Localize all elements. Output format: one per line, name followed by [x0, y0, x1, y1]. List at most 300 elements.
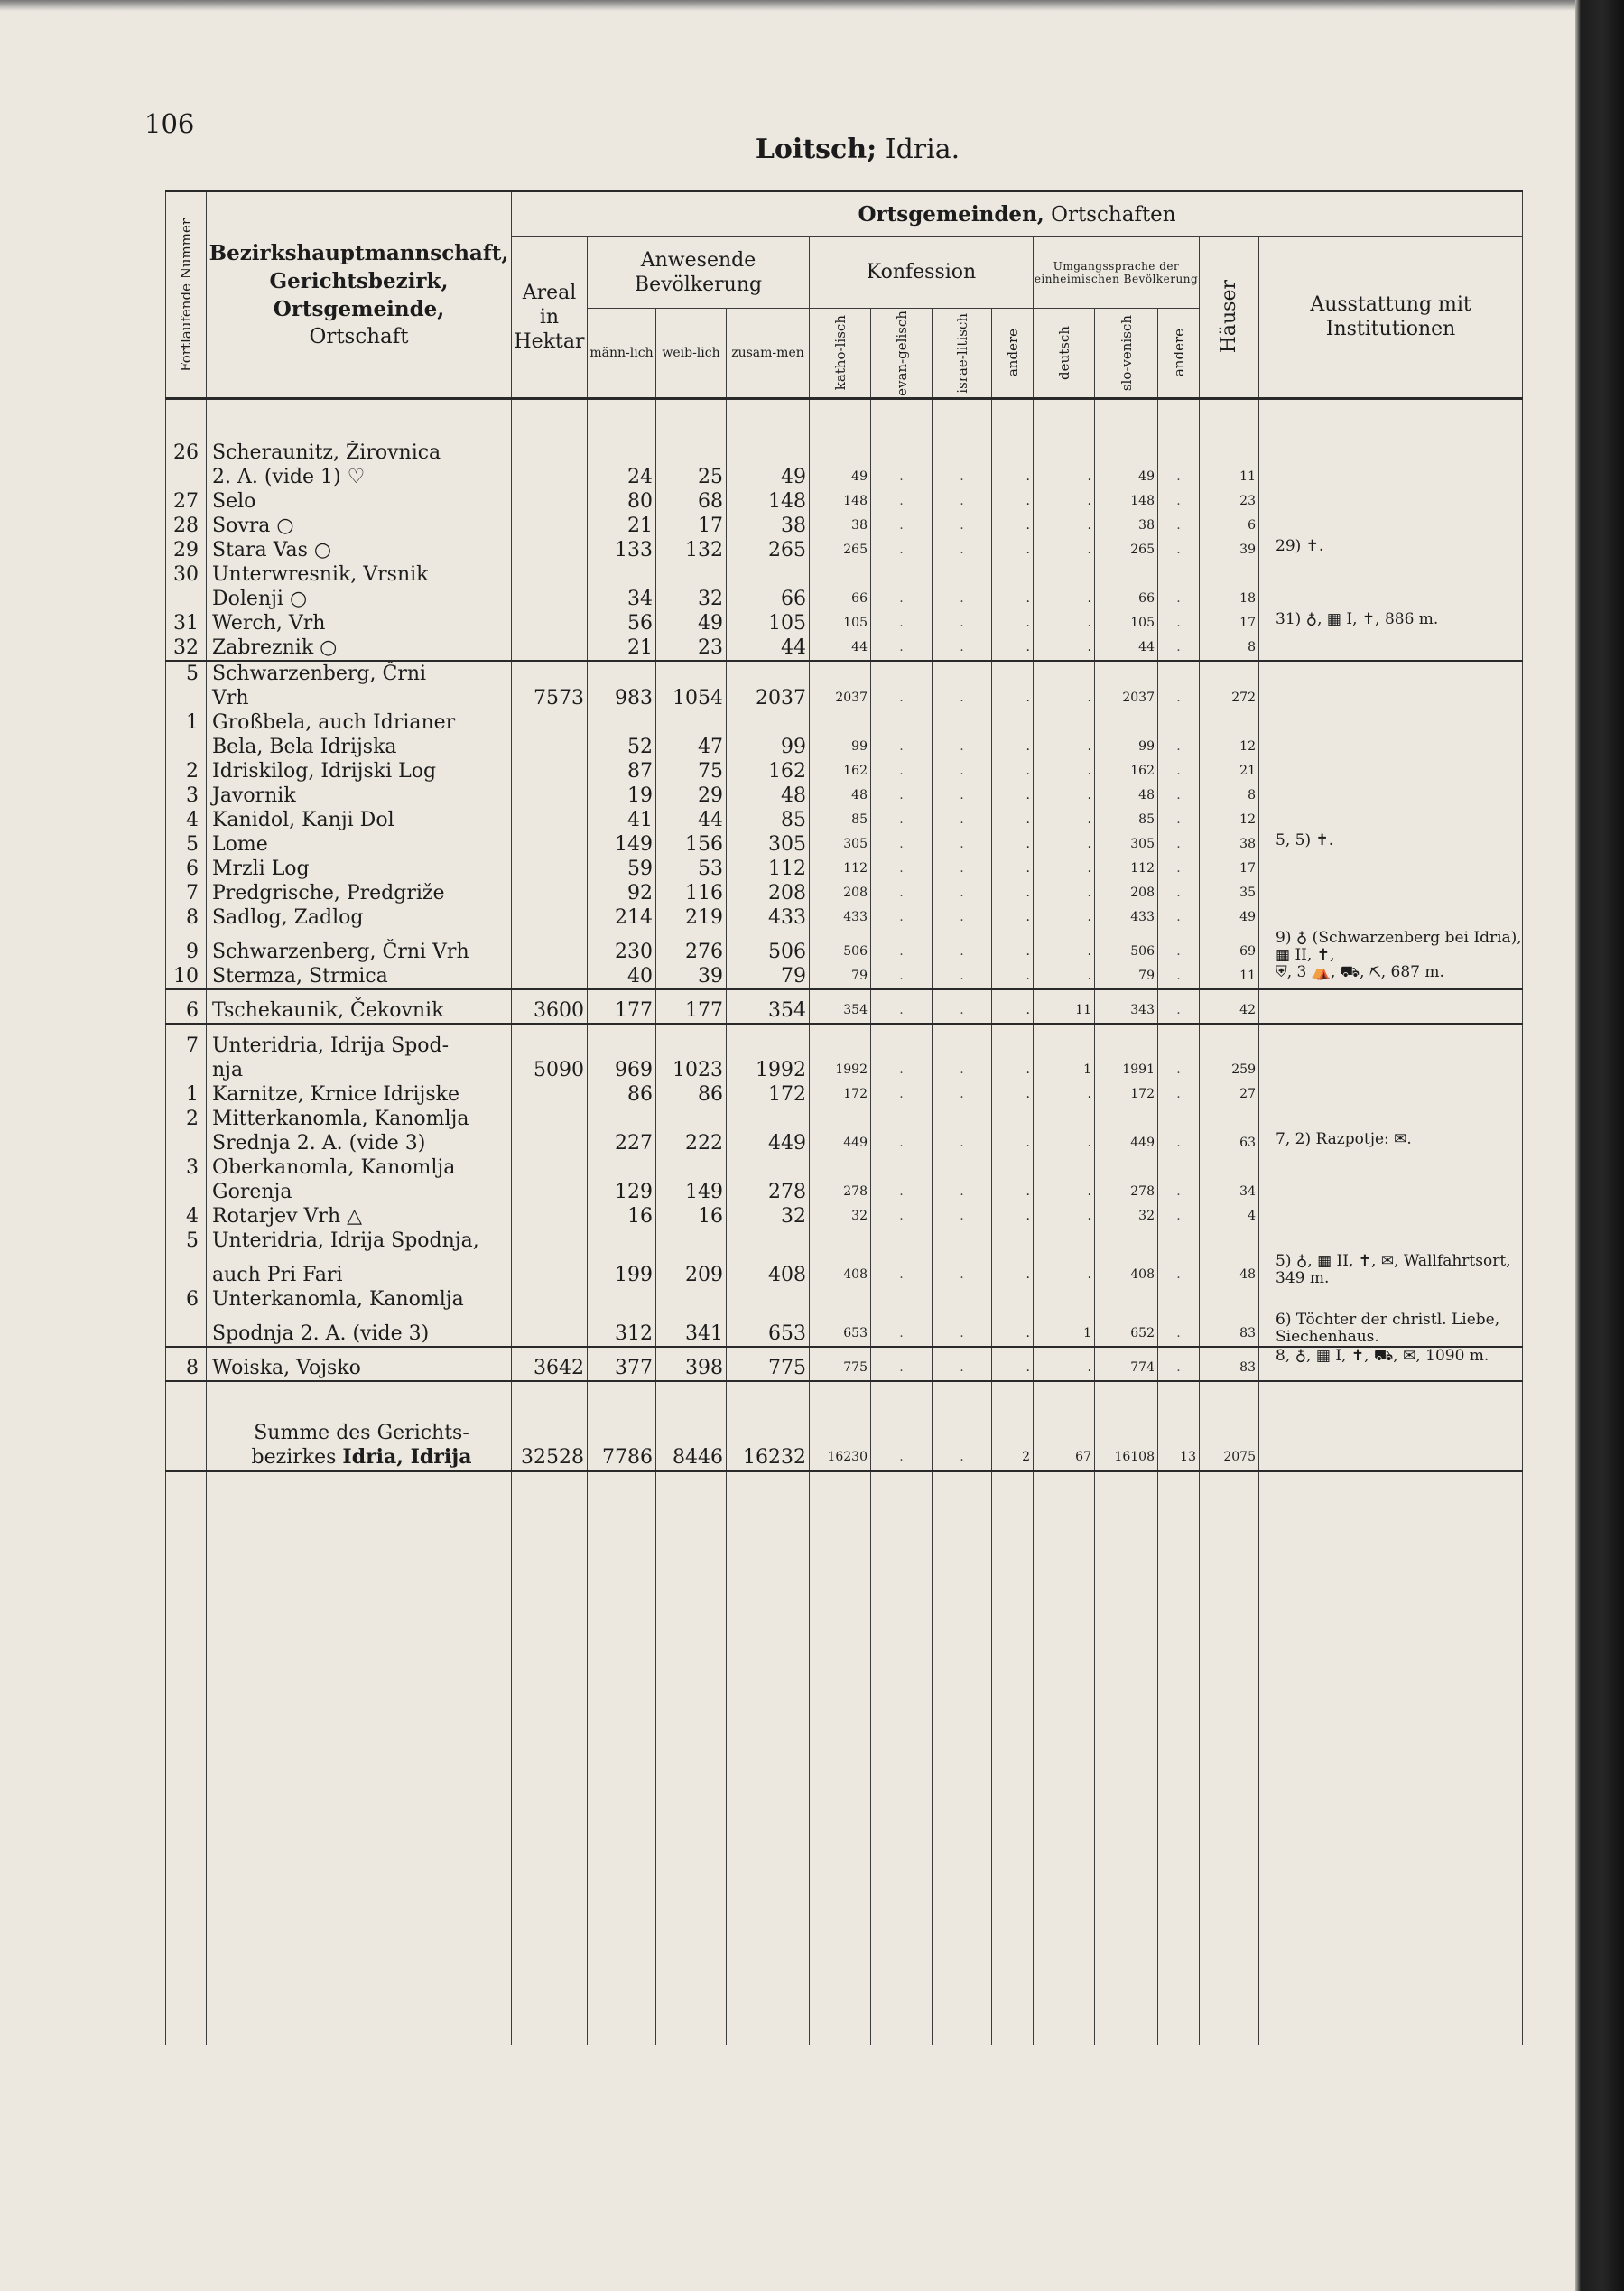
evangelisch-cell [871, 1107, 933, 1131]
haeuser-cell: 17 [1200, 857, 1259, 881]
slovenisch-cell [1095, 1229, 1158, 1253]
weiblich-cell: 219 [656, 905, 727, 930]
zusammen-cell: 265 [727, 538, 810, 562]
table-row [166, 441, 1523, 465]
slovenisch-cell: 265 [1095, 538, 1158, 562]
table-row [166, 1204, 1523, 1229]
spacer-cell [1158, 399, 1200, 441]
table-row [166, 1131, 1523, 1155]
weiblich-cell [656, 1287, 727, 1312]
evangelisch-cell: . [871, 1058, 933, 1082]
place-name: Woiska, Vojsko [207, 1347, 512, 1381]
running-head-rest: Idria. [877, 134, 960, 165]
tail-cell [810, 1471, 871, 2045]
slovenisch-cell: 38 [1095, 514, 1158, 538]
maennlich-cell: 230 [588, 930, 656, 964]
andere-sprache-cell [1158, 1107, 1200, 1131]
zusammen-cell: 433 [727, 905, 810, 930]
zusammen-cell: 1992 [727, 1058, 810, 1082]
place-name: Karnitze, Krnice Idrijske [207, 1082, 512, 1107]
andere-konfession-cell: . [992, 1180, 1034, 1204]
table-row [166, 587, 1523, 611]
table-row [166, 759, 1523, 784]
summary-haeuser: 2075 [1200, 1408, 1259, 1471]
ausstattung-cell: 5, 5) ✝. [1259, 832, 1523, 857]
andere-sprache-cell: . [1158, 587, 1200, 611]
zusammen-cell: 278 [727, 1180, 810, 1204]
israelitisch-cell: . [933, 905, 992, 930]
evangelisch-cell: . [871, 881, 933, 905]
slovenisch-cell: 172 [1095, 1082, 1158, 1107]
tail-cell [166, 1471, 207, 2045]
maennlich-cell [588, 562, 656, 587]
katholisch-cell: 653 [810, 1312, 871, 1347]
ausstattung-cell [1259, 905, 1523, 930]
header-evangelisch: evan-gelisch [871, 309, 933, 399]
table-row [166, 489, 1523, 514]
haeuser-cell: 12 [1200, 808, 1259, 832]
haeuser-cell: 21 [1200, 759, 1259, 784]
spacer-cell [1158, 1381, 1200, 1408]
slovenisch-cell: 774 [1095, 1347, 1158, 1381]
deutsch-cell: . [1034, 489, 1095, 514]
weiblich-cell: 53 [656, 857, 727, 881]
ausstattung-cell [1259, 1058, 1523, 1082]
slovenisch-cell [1095, 1287, 1158, 1312]
katholisch-cell: 2037 [810, 686, 871, 710]
andere-sprache-cell: . [1158, 930, 1200, 964]
table-row [166, 465, 1523, 489]
maennlich-cell: 177 [588, 989, 656, 1024]
evangelisch-cell: . [871, 686, 933, 710]
row-number: 1 [166, 1082, 207, 1107]
andere-konfession-cell [992, 1155, 1034, 1180]
weiblich-cell: 68 [656, 489, 727, 514]
table-row [166, 905, 1523, 930]
slovenisch-cell: 66 [1095, 587, 1158, 611]
andere-konfession-cell [992, 661, 1034, 686]
haeuser-cell [1200, 562, 1259, 587]
tail-cell [727, 1471, 810, 2045]
andere-konfession-cell: . [992, 611, 1034, 635]
zusammen-cell [727, 1107, 810, 1131]
katholisch-cell: 208 [810, 881, 871, 905]
weiblich-cell: 49 [656, 611, 727, 635]
header-deutsch: deutsch [1034, 309, 1095, 399]
areal-cell [512, 587, 588, 611]
maennlich-cell [588, 1229, 656, 1253]
ausstattung-cell [1259, 1107, 1523, 1131]
place-name: Stermza, Strmica [207, 964, 512, 989]
ausstattung-cell [1259, 1287, 1523, 1312]
areal-cell [512, 1253, 588, 1287]
deutsch-cell [1034, 1155, 1095, 1180]
deutsch-cell: . [1034, 832, 1095, 857]
tail-row [166, 1471, 1523, 2045]
table-row [166, 832, 1523, 857]
katholisch-cell: 148 [810, 489, 871, 514]
row-number: 26 [166, 441, 207, 465]
table-row [166, 538, 1523, 562]
weiblich-cell: 1023 [656, 1058, 727, 1082]
andere-konfession-cell: . [992, 832, 1034, 857]
weiblich-cell: 23 [656, 635, 727, 661]
areal-cell: 7573 [512, 686, 588, 710]
table-row [166, 1082, 1523, 1107]
israelitisch-cell: . [933, 489, 992, 514]
deutsch-cell: . [1034, 881, 1095, 905]
israelitisch-cell [933, 1287, 992, 1312]
ausstattung-cell: 9) ♁ (Schwarzenberg bei Idria), ▦ II, ✝, [1259, 930, 1523, 964]
andere-konfession-cell: . [992, 514, 1034, 538]
slovenisch-cell [1095, 562, 1158, 587]
israelitisch-cell: . [933, 538, 992, 562]
page-number: 106 [144, 108, 195, 139]
zusammen-cell: 354 [727, 989, 810, 1024]
andere-sprache-cell: . [1158, 1180, 1200, 1204]
andere-sprache-cell: . [1158, 832, 1200, 857]
deutsch-cell [1034, 1287, 1095, 1312]
spacer-cell [933, 399, 992, 441]
areal-cell [512, 857, 588, 881]
table-row [166, 1312, 1523, 1347]
running-head [632, 134, 1083, 165]
areal-cell [512, 881, 588, 905]
slovenisch-cell: 112 [1095, 857, 1158, 881]
weiblich-cell [656, 562, 727, 587]
table-row [166, 784, 1523, 808]
deutsch-cell: . [1034, 1253, 1095, 1287]
table-row [166, 964, 1523, 989]
deutsch-cell: . [1034, 857, 1095, 881]
tail-cell [656, 1471, 727, 2045]
haeuser-cell: 83 [1200, 1312, 1259, 1347]
row-number: 3 [166, 1155, 207, 1180]
spacer-cell [656, 399, 727, 441]
row-number: 5 [166, 1229, 207, 1253]
andere-konfession-cell: . [992, 1204, 1034, 1229]
evangelisch-cell [871, 661, 933, 686]
spacer-cell [1034, 1381, 1095, 1408]
deutsch-cell [1034, 1229, 1095, 1253]
andere-konfession-cell [992, 1107, 1034, 1131]
katholisch-cell: 99 [810, 735, 871, 759]
header-ortsgemeinden: Ortsgemeinden, Ortschaften [512, 191, 1523, 237]
andere-konfession-cell: . [992, 587, 1034, 611]
katholisch-cell: 32 [810, 1204, 871, 1229]
zusammen-cell: 66 [727, 587, 810, 611]
spacer-cell [1259, 1381, 1523, 1408]
place-name: Unteridria, Idrija Spod- [207, 1024, 512, 1058]
spacer-cell [512, 1381, 588, 1408]
haeuser-cell: 4 [1200, 1204, 1259, 1229]
weiblich-cell: 132 [656, 538, 727, 562]
zusammen-cell: 105 [727, 611, 810, 635]
weiblich-cell: 39 [656, 964, 727, 989]
ausstattung-cell: 31) ♁, ▦ I, ✝, 886 m. [1259, 611, 1523, 635]
row-number: 1 [166, 710, 207, 735]
haeuser-cell: 39 [1200, 538, 1259, 562]
katholisch-cell: 449 [810, 1131, 871, 1155]
areal-cell [512, 1131, 588, 1155]
ausstattung-cell: ⛨, 3 ⛺, ⛟, ⛏, 687 m. [1259, 964, 1523, 989]
maennlich-cell [588, 441, 656, 465]
andere-konfession-cell: . [992, 686, 1034, 710]
evangelisch-cell [871, 562, 933, 587]
spacer-cell [1259, 399, 1523, 441]
table-row [166, 514, 1523, 538]
andere-konfession-cell [992, 562, 1034, 587]
deutsch-cell: 11 [1034, 989, 1095, 1024]
place-name: Oberkanomla, Kanomlja [207, 1155, 512, 1180]
maennlich-cell: 40 [588, 964, 656, 989]
areal-cell [512, 964, 588, 989]
evangelisch-cell [871, 710, 933, 735]
slovenisch-cell: 652 [1095, 1312, 1158, 1347]
katholisch-cell: 44 [810, 635, 871, 661]
header-israelitisch: israe-litisch [933, 309, 992, 399]
summary-israelitisch: . [933, 1408, 992, 1471]
evangelisch-cell: . [871, 1347, 933, 1381]
zusammen-cell [727, 1229, 810, 1253]
maennlich-cell: 133 [588, 538, 656, 562]
ausstattung-cell: 6) Töchter der christl. Liebe, Siechenhaus. [1259, 1312, 1523, 1347]
place-name: Srednja 2. A. (vide 3) [207, 1131, 512, 1155]
deutsch-cell [1034, 1024, 1095, 1058]
place-name: Selo [207, 489, 512, 514]
summary-ausstattung [1259, 1408, 1523, 1471]
israelitisch-cell [933, 562, 992, 587]
andere-sprache-cell [1158, 1287, 1200, 1312]
evangelisch-cell: . [871, 808, 933, 832]
israelitisch-cell: . [933, 1058, 992, 1082]
table-row [166, 1024, 1523, 1058]
row-number [166, 1180, 207, 1204]
zusammen-cell: 85 [727, 808, 810, 832]
place-name: Lome [207, 832, 512, 857]
maennlich-cell: 92 [588, 881, 656, 905]
weiblich-cell: 32 [656, 587, 727, 611]
deutsch-cell: . [1034, 808, 1095, 832]
israelitisch-cell: . [933, 635, 992, 661]
spacer-cell [1095, 399, 1158, 441]
andere-konfession-cell [992, 1287, 1034, 1312]
ausstattung-cell [1259, 1024, 1523, 1058]
andere-konfession-cell: . [992, 784, 1034, 808]
haeuser-cell: 18 [1200, 587, 1259, 611]
israelitisch-cell: . [933, 808, 992, 832]
deutsch-cell: . [1034, 1180, 1095, 1204]
place-name: Predgrische, Predgriže [207, 881, 512, 905]
katholisch-cell: 265 [810, 538, 871, 562]
spacer-cell [992, 1381, 1034, 1408]
weiblich-cell: 86 [656, 1082, 727, 1107]
row-number [166, 686, 207, 710]
israelitisch-cell: . [933, 1347, 992, 1381]
spacer-cell [810, 1381, 871, 1408]
header-zusammen: zusam-men [727, 309, 810, 399]
table-row [166, 808, 1523, 832]
andere-sprache-cell: . [1158, 611, 1200, 635]
haeuser-cell: 11 [1200, 465, 1259, 489]
evangelisch-cell [871, 1287, 933, 1312]
table-row [166, 989, 1523, 1024]
row-number [166, 735, 207, 759]
haeuser-cell: 11 [1200, 964, 1259, 989]
slovenisch-cell: 79 [1095, 964, 1158, 989]
row-number: 7 [166, 1024, 207, 1058]
andere-sprache-cell: . [1158, 784, 1200, 808]
andere-konfession-cell: . [992, 857, 1034, 881]
maennlich-cell [588, 1024, 656, 1058]
katholisch-cell: 66 [810, 587, 871, 611]
maennlich-cell: 129 [588, 1180, 656, 1204]
deutsch-cell: . [1034, 538, 1095, 562]
weiblich-cell [656, 710, 727, 735]
weiblich-cell [656, 1229, 727, 1253]
ausstattung-cell [1259, 710, 1523, 735]
zusammen-cell: 44 [727, 635, 810, 661]
maennlich-cell: 377 [588, 1347, 656, 1381]
andere-sprache-cell: . [1158, 514, 1200, 538]
haeuser-cell: 83 [1200, 1347, 1259, 1381]
ausstattung-cell: 29) ✝. [1259, 538, 1523, 562]
andere-sprache-cell: . [1158, 964, 1200, 989]
table-row [166, 635, 1523, 661]
row-number: 3 [166, 784, 207, 808]
summary-deutsch: 67 [1034, 1408, 1095, 1471]
evangelisch-cell: . [871, 465, 933, 489]
haeuser-cell [1200, 441, 1259, 465]
row-number: 2 [166, 1107, 207, 1131]
row-number: 8 [166, 1347, 207, 1381]
zusammen-cell: 79 [727, 964, 810, 989]
haeuser-cell: 63 [1200, 1131, 1259, 1155]
andere-sprache-cell: . [1158, 759, 1200, 784]
evangelisch-cell: . [871, 1082, 933, 1107]
spacer-cell [933, 1381, 992, 1408]
haeuser-cell [1200, 1107, 1259, 1131]
spacer-cell [588, 399, 656, 441]
slovenisch-cell: 85 [1095, 808, 1158, 832]
areal-cell [512, 635, 588, 661]
haeuser-cell: 42 [1200, 989, 1259, 1024]
weiblich-cell: 398 [656, 1347, 727, 1381]
maennlich-cell [588, 710, 656, 735]
place-name: Schwarzenberg, Črni [207, 661, 512, 686]
table-row [166, 1287, 1523, 1312]
haeuser-cell: 8 [1200, 784, 1259, 808]
slovenisch-cell: 433 [1095, 905, 1158, 930]
areal-cell [512, 808, 588, 832]
table-body [166, 399, 1523, 2045]
slovenisch-cell [1095, 661, 1158, 686]
slovenisch-cell [1095, 710, 1158, 735]
zusammen-cell: 148 [727, 489, 810, 514]
summary-slovenisch: 16108 [1095, 1408, 1158, 1471]
maennlich-cell [588, 661, 656, 686]
row-number: 31 [166, 611, 207, 635]
slovenisch-cell: 305 [1095, 832, 1158, 857]
deutsch-cell: 1 [1034, 1058, 1095, 1082]
spacer-cell [656, 1381, 727, 1408]
weiblich-cell: 47 [656, 735, 727, 759]
evangelisch-cell [871, 1024, 933, 1058]
andere-sprache-cell: . [1158, 635, 1200, 661]
place-name: Mrzli Log [207, 857, 512, 881]
maennlich-cell: 312 [588, 1312, 656, 1347]
maennlich-cell: 86 [588, 1082, 656, 1107]
ausstattung-cell [1259, 989, 1523, 1024]
weiblich-cell: 116 [656, 881, 727, 905]
andere-sprache-cell [1158, 1155, 1200, 1180]
katholisch-cell: 105 [810, 611, 871, 635]
deutsch-cell: . [1034, 1082, 1095, 1107]
statistics-table [165, 190, 1523, 2045]
row-number: 9 [166, 930, 207, 964]
spacer-cell [1095, 1381, 1158, 1408]
andere-sprache-cell: . [1158, 1131, 1200, 1155]
slovenisch-cell: 343 [1095, 989, 1158, 1024]
areal-cell [512, 1287, 588, 1312]
ausstattung-cell [1259, 514, 1523, 538]
deutsch-cell: . [1034, 964, 1095, 989]
andere-konfession-cell: . [992, 964, 1034, 989]
header-andere-sprache: andere [1158, 309, 1200, 399]
andere-sprache-cell [1158, 1229, 1200, 1253]
row-number: 2 [166, 759, 207, 784]
israelitisch-cell [933, 661, 992, 686]
table-row [166, 1253, 1523, 1287]
spacer-cell [810, 399, 871, 441]
weiblich-cell: 29 [656, 784, 727, 808]
place-name: Scheraunitz, Žirovnica [207, 441, 512, 465]
spacer-cell [166, 399, 207, 441]
andere-konfession-cell: . [992, 489, 1034, 514]
weiblich-cell: 156 [656, 832, 727, 857]
weiblich-cell: 16 [656, 1204, 727, 1229]
tail-cell [1158, 1471, 1200, 2045]
katholisch-cell: 278 [810, 1180, 871, 1204]
evangelisch-cell: . [871, 784, 933, 808]
slovenisch-cell: 1991 [1095, 1058, 1158, 1082]
maennlich-cell [588, 1107, 656, 1131]
deutsch-cell: 1 [1034, 1312, 1095, 1347]
ausstattung-cell [1259, 661, 1523, 686]
summary-row [166, 1408, 1523, 1471]
slovenisch-cell: 408 [1095, 1253, 1158, 1287]
weiblich-cell [656, 441, 727, 465]
katholisch-cell [810, 441, 871, 465]
slovenisch-cell [1095, 1024, 1158, 1058]
evangelisch-cell: . [871, 1312, 933, 1347]
header-slovenisch: slo-venisch [1095, 309, 1158, 399]
spacer-cell [1034, 399, 1095, 441]
andere-sprache-cell: . [1158, 735, 1200, 759]
andere-konfession-cell: . [992, 1082, 1034, 1107]
evangelisch-cell [871, 1155, 933, 1180]
row-number: 30 [166, 562, 207, 587]
deutsch-cell: . [1034, 1347, 1095, 1381]
header-bezirk: Bezirkshauptmannschaft, Gerichtsbezirk, Ortsgemeinde, Ortschaft [207, 191, 512, 399]
katholisch-cell: 506 [810, 930, 871, 964]
place-name: Gorenja [207, 1180, 512, 1204]
tail-cell [588, 1471, 656, 2045]
row-number: 4 [166, 808, 207, 832]
andere-sprache-cell: . [1158, 1253, 1200, 1287]
row-number: 10 [166, 964, 207, 989]
summary-weiblich: 8446 [656, 1408, 727, 1471]
